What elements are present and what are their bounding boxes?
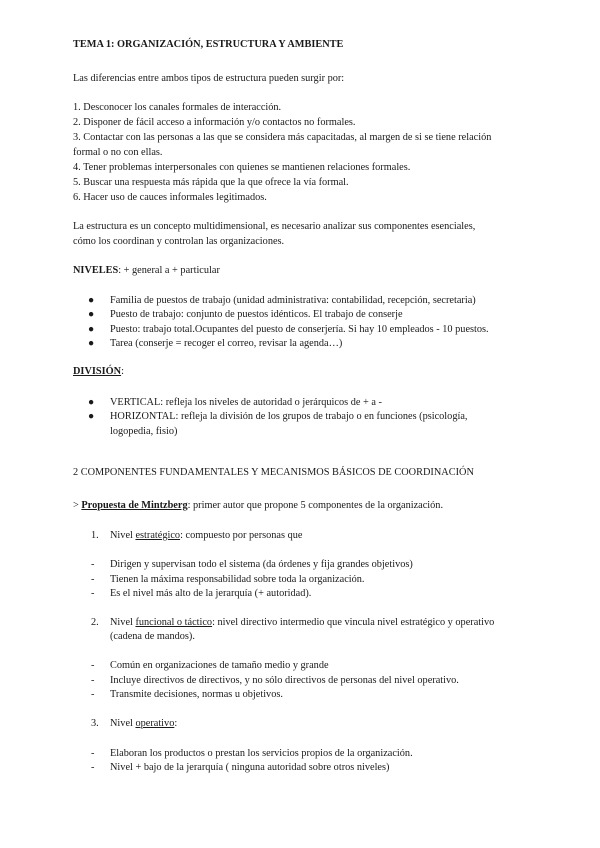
nivel-desc-continuation: (cadena de mandos). bbox=[110, 631, 195, 642]
intro-text: Las diferencias entre ambos tipos de estructura pueden surgir por: bbox=[73, 73, 345, 84]
list-item: Puesto: trabajo total.Ocupantes del puesto de conserjería. Si hay 10 empleados - 10 puestos. bbox=[110, 324, 489, 335]
bullet-icon: ● bbox=[88, 411, 95, 422]
list-item: Elaboran los productos o prestan los servicios propios de la organización. bbox=[110, 748, 413, 759]
dash-icon: - bbox=[91, 675, 95, 686]
dash-icon: - bbox=[91, 660, 95, 671]
nivel-estrategico-heading bbox=[110, 528, 530, 543]
item-number: 3. bbox=[91, 718, 99, 729]
nivel-name: funcional o táctico bbox=[135, 617, 213, 628]
prefix-symbol: > bbox=[73, 500, 82, 511]
division-label: DIVISIÓN bbox=[73, 366, 122, 377]
dash-icon: - bbox=[91, 762, 95, 773]
list-item: Familia de puestos de trabajo (unidad administrativa: contabilidad, recepción, secretaria) bbox=[110, 295, 476, 306]
difference-item: 4. Tener problemas interpersonales con quienes se mantienen relaciones formales. bbox=[73, 162, 411, 173]
nivel-name: operativo bbox=[135, 718, 175, 729]
structure-paragraph bbox=[73, 219, 528, 249]
list-item: HORIZONTAL: refleja la división de los grupos de trabajo o en funciones (psicología, bbox=[110, 411, 468, 422]
structure-line: cómo los coordinan y controlan las organizaciones. bbox=[73, 236, 285, 247]
title-text: TEMA 1: ORGANIZACIÓN, ESTRUCTURA Y AMBIENTE bbox=[73, 39, 344, 50]
niveles-label: NIVELES bbox=[73, 265, 119, 276]
list-item: Nivel + bajo de la jerarquía ( ninguna autoridad sobre otros niveles) bbox=[110, 762, 390, 773]
dash-icon: - bbox=[91, 748, 95, 759]
bullet-icon: ● bbox=[88, 309, 95, 320]
dash-icon: - bbox=[91, 588, 95, 599]
difference-item: 1. Desconocer los canales formales de interacción. bbox=[73, 102, 282, 113]
nivel-prefix: Nivel bbox=[110, 530, 136, 541]
difference-item: 3. Contactar con las personas a las que se considera más capacitadas, al margen de si se tiene relación bbox=[73, 132, 492, 143]
item-number: 1. bbox=[91, 530, 99, 541]
bullet-icon: ● bbox=[88, 397, 95, 408]
differences-list bbox=[73, 100, 528, 205]
niveles-suffix: : + general a + particular bbox=[118, 265, 220, 276]
nivel-desc: : compuesto por personas que bbox=[180, 530, 303, 541]
nivel-name: estratégico bbox=[135, 530, 181, 541]
list-item: Es el nivel más alto de la jerarquía (+ autoridad). bbox=[110, 588, 312, 599]
niveles-heading bbox=[73, 263, 528, 278]
item-number: 2. bbox=[91, 617, 99, 628]
difference-item: 6. Hacer uso de cauces informales legitimados. bbox=[73, 192, 267, 203]
dash-icon: - bbox=[91, 559, 95, 570]
mintzberg-text: : primer autor que propone 5 componentes de la organización. bbox=[187, 500, 444, 511]
dash-icon: - bbox=[91, 574, 95, 585]
difference-item: 5. Buscar una respuesta más rápida que la que ofrece la vía formal. bbox=[73, 177, 349, 188]
list-item-continuation: logopedia, fisio) bbox=[110, 426, 178, 437]
list-item: Tarea (conserje = recoger el correo, revisar la agenda…) bbox=[110, 338, 343, 349]
structure-line: La estructura es un concepto multidimensional, es necesario analizar sus componentes esenciales, bbox=[73, 221, 476, 232]
nivel-prefix: Nivel bbox=[110, 617, 136, 628]
section-heading-text: 2 COMPONENTES FUNDAMENTALES Y MECANISMOS BÁSICOS DE COORDINACIÓN bbox=[73, 467, 474, 478]
list-item: VERTICAL: refleja los niveles de autoridad o jerárquicos de + a - bbox=[110, 397, 382, 408]
division-heading bbox=[73, 364, 528, 379]
nivel-funcional-heading bbox=[110, 615, 530, 630]
bullet-icon: ● bbox=[88, 295, 95, 306]
page-title bbox=[73, 37, 528, 52]
section-heading bbox=[73, 465, 528, 480]
division-suffix: : bbox=[121, 366, 124, 377]
list-item: Incluye directivos de directivos, y no sólo directivos de personas del nivel operativo. bbox=[110, 675, 459, 686]
bullet-icon: ● bbox=[88, 338, 95, 349]
mintzberg-label: Propuesta de Mintzberg bbox=[81, 500, 188, 511]
list-item: Dirigen y supervisan todo el sistema (da órdenes y fija grandes objetivos) bbox=[110, 559, 413, 570]
nivel-prefix: Nivel bbox=[110, 718, 136, 729]
list-item: Tienen la máxima responsabilidad sobre toda la organización. bbox=[110, 574, 365, 585]
dash-icon: - bbox=[91, 689, 95, 700]
difference-item: 2. Disponer de fácil acceso a información y/o contactos no formales. bbox=[73, 117, 356, 128]
list-item: Transmite decisiones, normas u objetivos. bbox=[110, 689, 283, 700]
list-item: Puesto de trabajo: conjunto de puestos idénticos. El trabajo de conserje bbox=[110, 309, 403, 320]
intro-paragraph bbox=[73, 71, 528, 86]
mintzberg-paragraph bbox=[73, 498, 528, 513]
bullet-icon: ● bbox=[88, 324, 95, 335]
nivel-operativo-heading bbox=[110, 716, 530, 731]
nivel-desc: : bbox=[174, 718, 178, 729]
difference-item-continuation: formal o no con ellas. bbox=[73, 147, 163, 158]
list-item: Común en organizaciones de tamaño medio y grande bbox=[110, 660, 329, 671]
nivel-desc: : nivel directivo intermedio que vincula nivel estratégico y operativo bbox=[212, 617, 495, 628]
